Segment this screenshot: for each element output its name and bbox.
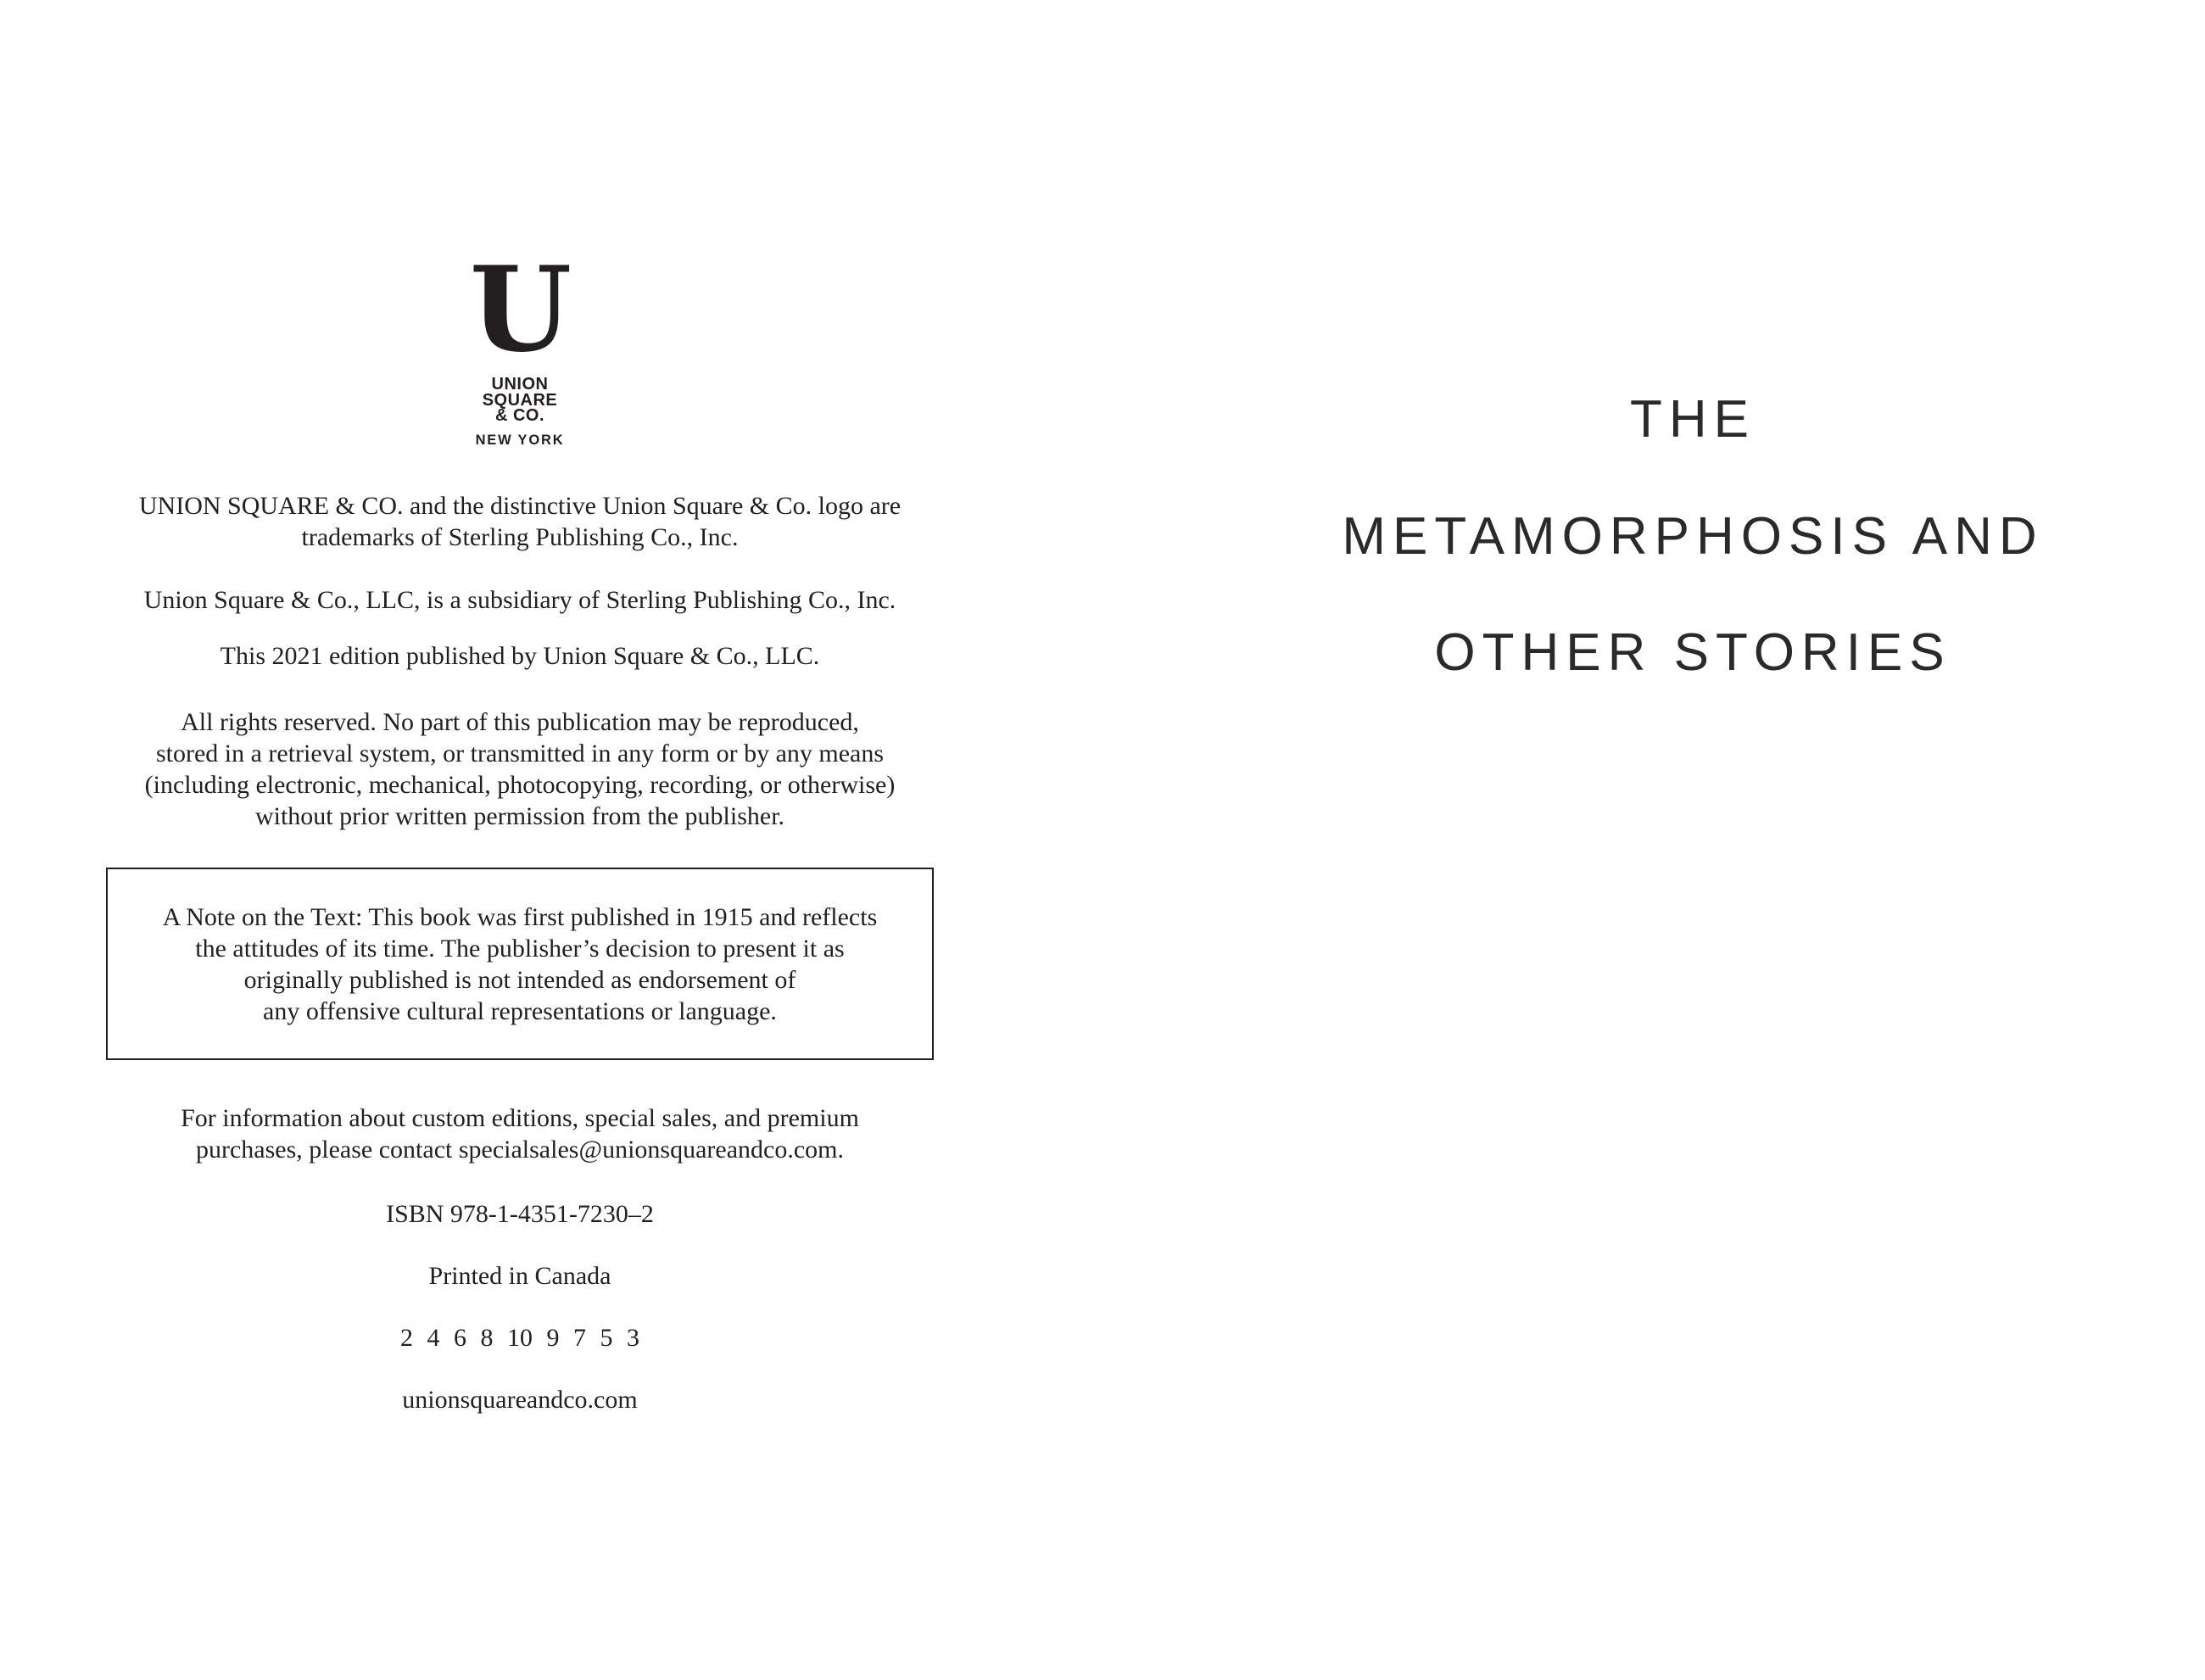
publisher-website: unionsquareandco.com	[402, 1386, 638, 1414]
publisher-logo-monogram	[53, 240, 986, 378]
rights-notice-line: stored in a retrieval system, or transmitted in any form or by any means	[155, 740, 885, 767]
publisher-logo-city: NEW YORK	[475, 433, 565, 448]
note-on-text-line: any offensive cultural representations or language.	[263, 996, 777, 1025]
printed-in-notice: Printed in Canada	[428, 1262, 611, 1290]
rights-notice-line: All rights reserved. No part of this publication may be reproduced,	[181, 708, 859, 736]
edition-notice: This 2021 edition published by Union Square & Co., LLC.	[220, 642, 820, 670]
subsidiary-notice: Union Square & Co., LLC, is a subsidiary of Sterling Publishing Co., Inc.	[143, 586, 896, 614]
trademark-notice-line: trademarks of Sterling Publishing Co., Inc.	[301, 523, 739, 551]
logo-wordmark-line: UNION	[491, 375, 549, 393]
rights-notice-line: (including electronic, mechanical, photocopying, recording, or otherwise)	[144, 771, 896, 799]
note-on-text-box	[106, 868, 934, 1060]
book-title-line-2: METAMORPHOSIS AND	[1342, 507, 2044, 566]
logo-wordmark-line: SQUARE	[482, 390, 558, 410]
rights-notice-line: without prior written permission from the publisher.	[254, 802, 785, 830]
note-on-text-line: A Note on the Text: This book was first published in 1915 and reflects	[162, 902, 878, 931]
special-sales-contact-line: purchases, please contact specialsales@unionsquareandco.com.	[195, 1136, 844, 1164]
note-on-text-line: originally published is not intended as endorsement of	[243, 965, 796, 994]
book-title-line-1: THE	[1630, 390, 1756, 449]
trademark-notice	[53, 490, 986, 553]
printers-key: 2 4 6 8 10 9 7 5 3	[400, 1324, 639, 1352]
special-sales-contact	[53, 1102, 986, 1165]
book-title-line-3: OTHER STORIES	[1434, 623, 1951, 682]
logo-u-letter: U	[469, 240, 571, 378]
note-on-text-line: the attitudes of its time. The publisher’s decision to present it as	[195, 934, 845, 963]
isbn: ISBN 978-1-4351-7230–2	[386, 1200, 654, 1228]
logo-wordmark-line: & CO.	[494, 406, 545, 425]
rights-notice	[53, 706, 986, 832]
publisher-logo-wordmark	[53, 377, 986, 424]
special-sales-contact-line: For information about custom editions, special sales, and premium	[181, 1104, 859, 1132]
trademark-notice-line: UNION SQUARE & CO. and the distinctive Union Square & Co. logo are	[138, 492, 902, 520]
